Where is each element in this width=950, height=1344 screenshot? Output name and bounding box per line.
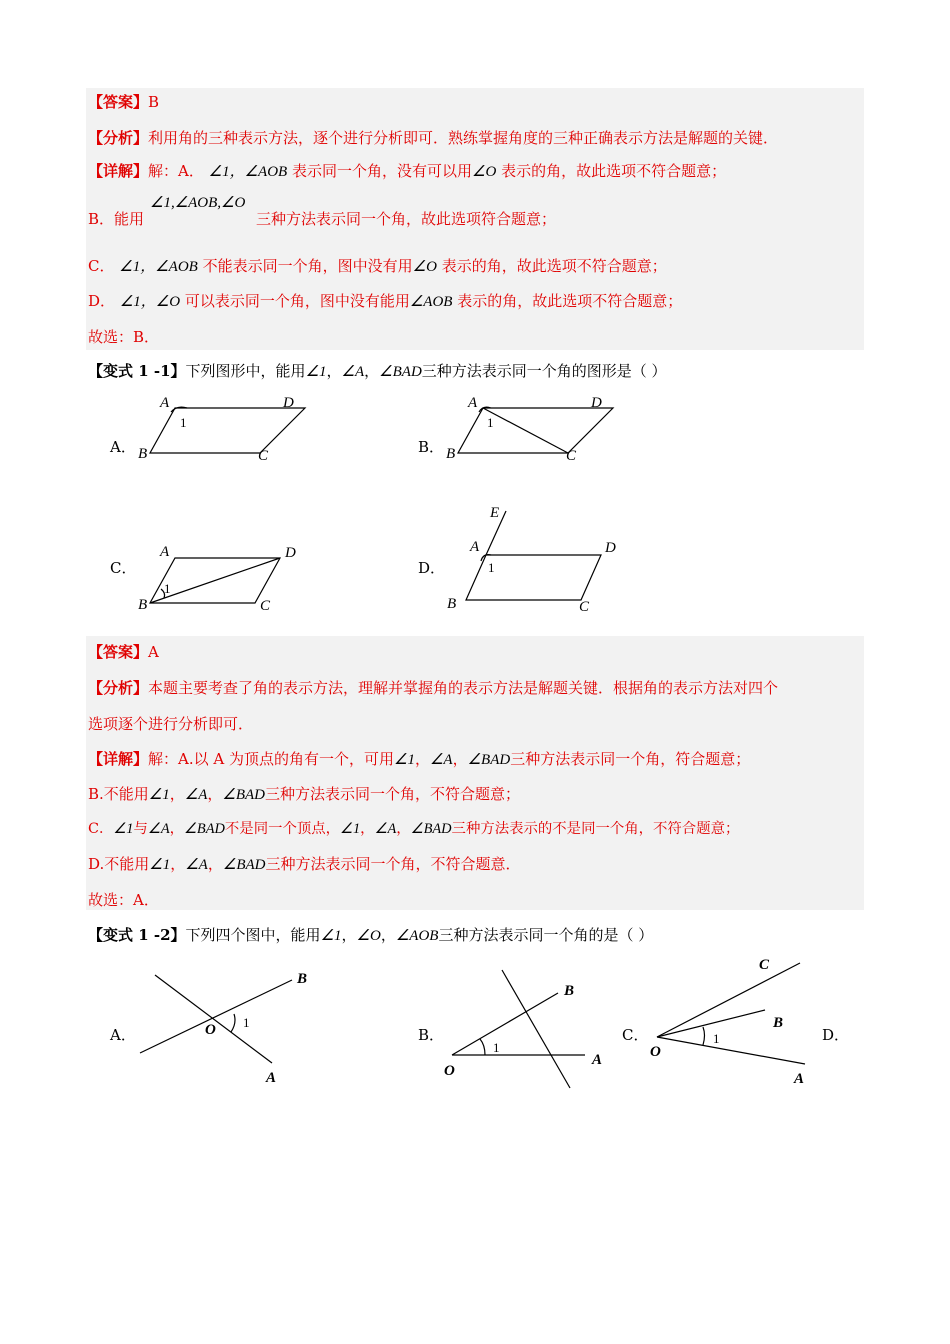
q1-figure-a (135, 393, 305, 463)
q1-option-c-label[interactable]: C． (110, 559, 137, 577)
label-b: B (446, 446, 456, 462)
question-1-1: 【变式 1 -1】下列图形中，能用∠1，∠A，∠BAD三种方法表示同一个角的图形是（ ） (88, 362, 667, 380)
answer-line-2: 【答案】A (88, 643, 159, 661)
label-d: D (283, 395, 294, 411)
label-1: 1 (164, 581, 171, 596)
answer-line-1: 【答案】B (88, 93, 160, 111)
label-b: B (564, 983, 575, 999)
angle-arc (703, 1027, 705, 1045)
q2-option-d-label[interactable]: D． (822, 1026, 850, 1044)
angle-arc (231, 1014, 235, 1032)
crossing-line (502, 970, 570, 1088)
label-c: C (566, 448, 577, 464)
math-stack-b: ∠1,∠AOB,∠O (150, 195, 246, 211)
parallelogram (150, 408, 305, 453)
question-1-2: 【变式 1 -2】下列四个图中，能用∠1，∠O，∠AOB三种方法表示同一个角的是（ ） (88, 926, 654, 944)
label-a: A (468, 395, 478, 411)
label-a: A (794, 1071, 805, 1087)
q2-option-b-label[interactable]: B． (418, 1026, 445, 1044)
label-o: O (650, 1044, 661, 1060)
label-c: C (258, 448, 269, 464)
label-b: B (447, 596, 457, 612)
parallelogram (458, 408, 613, 453)
label-b: B (297, 971, 308, 987)
label-b: B (138, 446, 148, 462)
detail-line-1c: C． ∠1，∠AOB 不能表示同一个角，图中没有用∠O 表示的角，故此选项不符合题意； (88, 257, 667, 275)
label-1: 1 (180, 415, 187, 430)
analysis-line-2a: 【分析】本题主要考查了角的表示方法，理解并掌握角的表示方法是解题关键．根据角的表示方法对四个 (88, 679, 779, 697)
label-a: A (266, 1070, 277, 1086)
q2-figure-a (135, 965, 315, 1085)
ray-ob (657, 1010, 765, 1037)
diagonal (483, 408, 568, 453)
detail-line-1b-post: 三种方法表示同一个角，故此选项符合题意； (256, 210, 557, 228)
detail-line-2b: B.不能用∠1，∠A，∠BAD三种方法表示同一个角，不符合题意； (88, 785, 521, 803)
label-1: 1 (487, 415, 494, 430)
detail-line-1a: 【详解】解：A． ∠1，∠AOB 表示同一个角，没有可以用∠O 表示的角，故此选项不符合题意； (88, 162, 727, 180)
ray-ob (452, 993, 558, 1055)
q1-option-d-label[interactable]: D． (418, 559, 446, 577)
label-o: O (444, 1063, 455, 1079)
label-a: A (160, 395, 170, 411)
q1-option-b-label[interactable]: B． (418, 438, 445, 456)
q1-figure-d (443, 503, 623, 613)
label-1: 1 (243, 1015, 250, 1030)
conclusion-line-1: 故选：B． (88, 328, 160, 346)
detail-line-2c: C．∠1与∠A，∠BAD不是同一个顶点，∠1，∠A，∠BAD三种方法表示的不是同一个角，不符合题意； (88, 821, 740, 837)
label-o: O (205, 1022, 216, 1038)
detail-line-2a: 【详解】解：A.以 A 为顶点的角有一个，可用∠1，∠A，∠BAD三种方法表示同一个角，符合题意； (88, 750, 751, 768)
q2-figure-c (645, 955, 825, 1090)
q2-option-c-label[interactable]: C． (622, 1026, 649, 1044)
detail-line-1d: D． ∠1，∠O 可以表示同一个角，图中没有能用∠AOB 表示的角，故此选项不符合题意； (88, 292, 683, 310)
line-oa (155, 975, 272, 1063)
label-a: A (470, 539, 480, 555)
ray-oa (657, 1037, 805, 1064)
parallelogram (466, 555, 601, 600)
analysis-line-2b: 选项逐个进行分析即可． (88, 715, 254, 733)
label-b: B (138, 597, 148, 613)
line-ob (140, 980, 292, 1053)
label-b: B (773, 1015, 784, 1031)
detail-line-1b: B．能用 (88, 210, 145, 228)
q2-option-a-label[interactable]: A． (110, 1026, 136, 1044)
label-a: A (160, 544, 170, 560)
label-c: C (579, 599, 590, 615)
analysis-line-1: 【分析】利用角的三种表示方法，逐个进行分析即可．熟练掌握角度的三种正确表示方法是解题的关键． (88, 129, 779, 147)
q2-figure-b (440, 965, 620, 1095)
q1-figure-c (135, 543, 305, 613)
label-c: C (260, 598, 271, 614)
detail-line-2d: D.不能用∠1，∠A，∠BAD三种方法表示同一个角，不符合题意． (88, 855, 521, 873)
label-d: D (285, 545, 296, 561)
label-1: 1 (493, 1040, 500, 1055)
label-e: E (490, 505, 500, 521)
label-d: D (605, 540, 616, 556)
label-1: 1 (488, 560, 495, 575)
angle-arc (480, 1039, 485, 1055)
label-1: 1 (713, 1031, 720, 1046)
q1-figure-b (443, 393, 613, 463)
conclusion-line-2: 故选：A． (88, 891, 159, 909)
label-c: C (759, 957, 770, 973)
label-d: D (591, 395, 602, 411)
q1-option-a-label[interactable]: A． (110, 438, 136, 456)
label-a: A (592, 1052, 603, 1068)
